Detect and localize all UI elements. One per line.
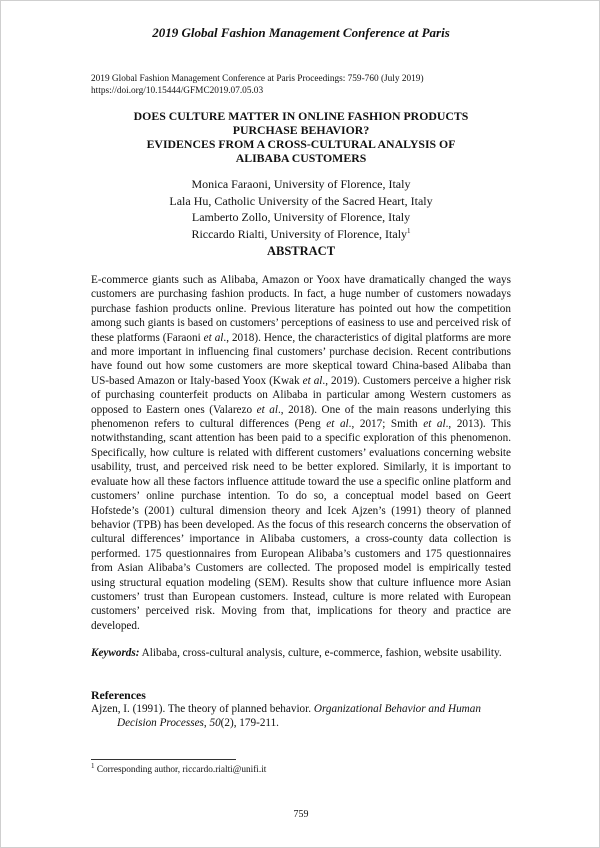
reference-text: , (203, 717, 210, 730)
et-al: et al (326, 418, 349, 431)
page-number: 759 (293, 809, 309, 820)
keywords-label: Keywords: (91, 647, 140, 659)
reference-text: Ajzen, I. (1991). The theory of planned behavior. (91, 703, 314, 715)
footnote-number: 1 (91, 761, 95, 770)
et-al: et al (203, 331, 224, 344)
reference-text: (2), 179-211. (220, 717, 279, 730)
et-al: et al (256, 403, 278, 416)
abstract-body (91, 273, 511, 633)
abstract-text: ., 2018). Hence, the characteristics of digital platforms are more and more important in influencing final customers’ purchase decision. Recent contributions have found out how some customers are more skeptical toward China-based Alibaba than US-based Amazon or Italy-based Yoox (Kwak (91, 331, 511, 387)
paper-title (61, 109, 541, 165)
footnote-text: Corresponding author, riccardo.rialti@unifi.it (94, 765, 267, 775)
author-line (61, 226, 541, 243)
abstract-text: ., 2013). This notwithstanding, scant attention has been paid to a specific exploration of this phenomenon. Specifically, how culture is related with different customers’ evaluations concerning website usability, trust, and perceived risk need to be better explored. Similarly, it is important to evaluate how all these factors influence attitude toward the use a specific online platform and customers’ online purchase intention. To do so, a conceptual model based on Geert Hofstede’s (2001) cultural dimension theory and Icek Ajzen’s (1991) theory of planned behavior (TPB) has been developed. As the focus of this research concerns the observation of cultural differences’ importance in Alibaba customers, a cross-county data collection is performed. 175 questionnaires from European Alibaba’s customers and 175 questionnaires from Asian Alibaba’s Customers are collected. The proposed model is empirically tested using structural equation modeling (SEM). Results show that culture influence more Asian customers’ trust than European customers. Instead, culture is more related with European customers’ perceived risk. Moving from that, implications for theory and practice are developed. (91, 418, 511, 632)
footnote (91, 761, 267, 775)
et-al: et al (423, 418, 446, 431)
author-line: Monica Faraoni, University of Florence, Italy (191, 177, 411, 191)
title-line: DOES CULTURE MATTER IN ONLINE FASHION PRODUCTS (133, 109, 469, 123)
reference-item (91, 702, 511, 731)
abstract-heading: ABSTRACT (266, 244, 336, 258)
title-line: ALIBABA CUSTOMERS (235, 151, 367, 165)
abstract-text: E-commerce giants such as Alibaba, Amazon or Yoox have dramatically changed the ways customers are purchasing fashion products. In fact, a huge number of customers nowadays purchase fashion products online. Previous literature has pointed out how the competition among such giants is based on customers’ perceptions of easiness to use and perceived risk of these platforms (Faraoni (91, 274, 511, 344)
abstract-text: ., 2018). One of the main reasons underlying this phenomenon refers to cultural differences (Peng (91, 403, 511, 431)
publication-meta (91, 74, 424, 97)
author-line: Lala Hu, Catholic University of the Sacred Heart, Italy (169, 193, 433, 208)
reference-journal: Organizational Behavior and Human Decision Processes (117, 703, 481, 730)
footnote-divider (91, 759, 236, 760)
abstract-text: ., 2017; Smith (348, 418, 424, 431)
author-list (61, 176, 541, 242)
abstract-text: ., 2019). Customers perceive a higher risk of purchasing counterfeit products on Alibaba in particular among Western customers as opposed to Eastern ones (Valarezo (91, 374, 512, 416)
title-line: EVIDENCES FROM A CROSS-CULTURAL ANALYSIS OF (146, 137, 456, 151)
proceedings-line: 2019 Global Fashion Management Conference at Paris Proceedings: 759-760 (July 2019) (91, 74, 424, 84)
author-line: Lamberto Zollo, University of Florence, Italy (191, 210, 411, 224)
running-header: 2019 Global Fashion Management Conference at Paris (152, 25, 450, 40)
reference-volume: 50 (209, 717, 221, 730)
title-line: PURCHASE BEHAVIOR? (232, 123, 370, 137)
keywords-text: Alibaba, cross-cultural analysis, culture, e-commerce, fashion, website usability. (139, 647, 502, 659)
footnote-marker[interactable]: 1 (407, 226, 411, 235)
author-name: Riccardo Rialti, University of Florence, Italy (191, 226, 408, 241)
references-heading: References (91, 688, 146, 702)
keywords (91, 646, 511, 660)
et-al: et al (302, 374, 323, 387)
doi-link[interactable]: https://doi.org/10.15444/GFMC2019.07.05.03 (91, 85, 264, 96)
